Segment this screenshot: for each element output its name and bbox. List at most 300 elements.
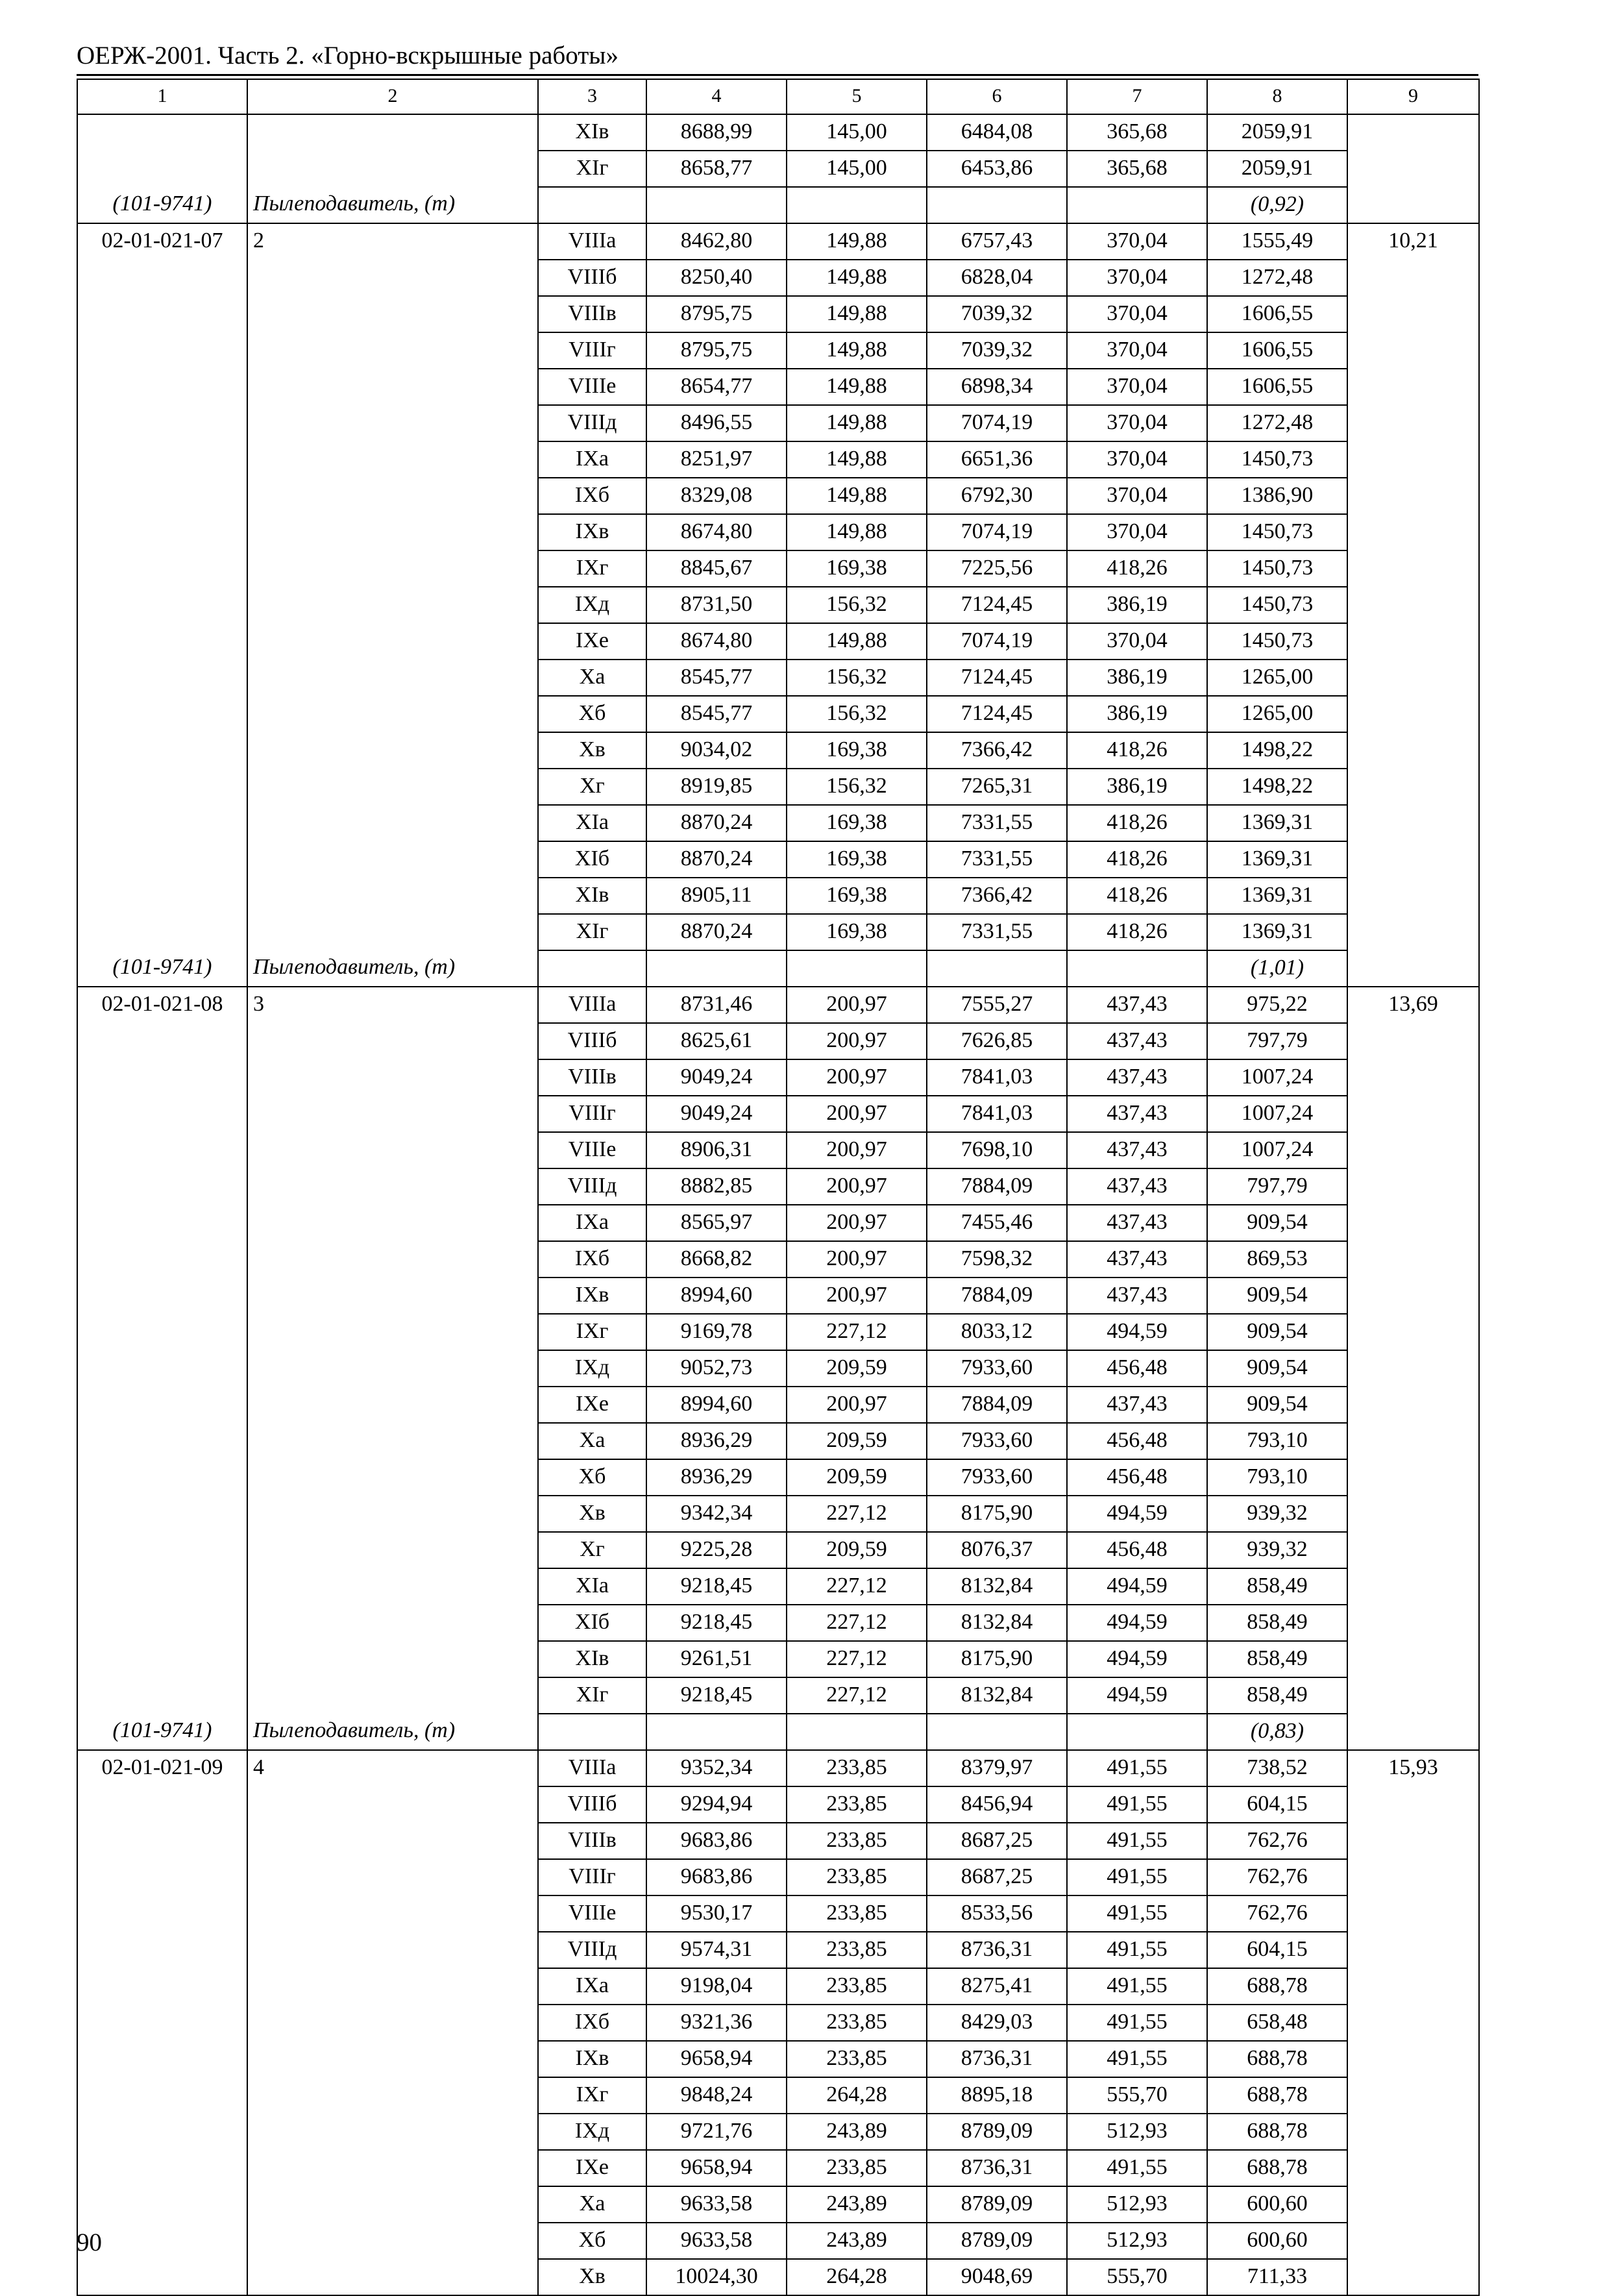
col6-value: 7884,09 — [927, 1278, 1067, 1314]
col5-value: 233,85 — [787, 1895, 927, 1932]
table-row — [77, 1641, 1479, 1677]
col8-value: 1265,00 — [1207, 660, 1347, 696]
col9-value — [1347, 1423, 1479, 1459]
rate-code: 02-01-021-09 — [77, 1750, 247, 1786]
col8-value: 711,33 — [1207, 2259, 1347, 2295]
rate-code — [77, 332, 247, 369]
column-number: 4 — [646, 79, 787, 114]
col4-value: 8919,85 — [646, 769, 787, 805]
empty-cell — [1067, 950, 1207, 987]
category-cell: IXд — [538, 1350, 646, 1387]
rate-name — [247, 769, 538, 805]
col7-value: 456,48 — [1067, 1532, 1207, 1568]
col6-value: 7933,60 — [927, 1423, 1067, 1459]
column-number: 9 — [1347, 79, 1479, 114]
col4-value: 9352,34 — [646, 1750, 787, 1786]
category-cell: VIIIе — [538, 1895, 646, 1932]
rate-name: 4 — [247, 1750, 538, 1786]
col7-value: 418,26 — [1067, 550, 1207, 587]
empty-cell — [646, 1714, 787, 1750]
category-cell: Xа — [538, 2186, 646, 2223]
col7-value: 491,55 — [1067, 1968, 1207, 2005]
col5-value: 169,38 — [787, 732, 927, 769]
col4-value: 8688,99 — [646, 114, 787, 151]
table-row — [77, 514, 1479, 550]
col5-value: 243,89 — [787, 2186, 927, 2223]
rate-name — [247, 1241, 538, 1278]
col5-value: 156,32 — [787, 587, 927, 623]
resource-name: Пылеподавитель, (т) — [247, 187, 538, 223]
col5-value: 169,38 — [787, 805, 927, 841]
resource-value: (0,92) — [1207, 187, 1347, 223]
col6-value: 7124,45 — [927, 660, 1067, 696]
category-cell: IXд — [538, 587, 646, 623]
col6-value: 8687,25 — [927, 1823, 1067, 1859]
col5-value: 233,85 — [787, 2041, 927, 2077]
col8-value: 1386,90 — [1207, 478, 1347, 514]
col5-value: 209,59 — [787, 1423, 927, 1459]
col7-value: 365,68 — [1067, 114, 1207, 151]
col8-value: 909,54 — [1207, 1387, 1347, 1423]
col9-value — [1347, 769, 1479, 805]
col9-value — [1347, 1605, 1479, 1641]
col4-value: 9633,58 — [646, 2186, 787, 2223]
rate-name — [247, 514, 538, 550]
category-cell: IXа — [538, 1205, 646, 1241]
col5-value: 200,97 — [787, 1023, 927, 1059]
category-cell: VIIIе — [538, 369, 646, 405]
rate-name — [247, 1132, 538, 1168]
col9-value — [1347, 1786, 1479, 1823]
col8-value: 1272,48 — [1207, 260, 1347, 296]
rate-name — [247, 1059, 538, 1096]
table-row — [77, 2223, 1479, 2259]
rate-code — [77, 2223, 247, 2259]
col7-value: 418,26 — [1067, 914, 1207, 950]
col9-value — [1347, 550, 1479, 587]
col5-value: 233,85 — [787, 2150, 927, 2186]
col5-value: 233,85 — [787, 1823, 927, 1859]
rate-code — [77, 2186, 247, 2223]
rate-code — [77, 441, 247, 478]
col8-value: 1555,49 — [1207, 223, 1347, 260]
table-row — [77, 1532, 1479, 1568]
table-row — [77, 2114, 1479, 2150]
col4-value: 9321,36 — [646, 2005, 787, 2041]
rate-code — [77, 878, 247, 914]
rate-name — [247, 696, 538, 732]
col6-value: 7555,27 — [927, 987, 1067, 1023]
resource-code: (101-9741) — [77, 187, 247, 223]
rate-code — [77, 1314, 247, 1350]
col9-value — [1347, 623, 1479, 660]
rate-name — [247, 478, 538, 514]
rate-code — [77, 587, 247, 623]
col7-value: 437,43 — [1067, 1168, 1207, 1205]
col8-value: 1450,73 — [1207, 441, 1347, 478]
col9-value — [1347, 260, 1479, 296]
col8-value: 1498,22 — [1207, 769, 1347, 805]
table-row — [77, 1350, 1479, 1387]
col9-value — [1347, 1496, 1479, 1532]
col4-value: 8936,29 — [646, 1423, 787, 1459]
col4-value: 8674,80 — [646, 623, 787, 660]
table-row — [77, 1241, 1479, 1278]
rate-code — [77, 1968, 247, 2005]
rate-name — [247, 1205, 538, 1241]
col7-value: 386,19 — [1067, 696, 1207, 732]
table-row — [77, 1859, 1479, 1895]
col8-value: 858,49 — [1207, 1677, 1347, 1714]
table-row — [77, 369, 1479, 405]
col4-value: 9294,94 — [646, 1786, 787, 1823]
col7-value: 491,55 — [1067, 2150, 1207, 2186]
col6-value: 7626,85 — [927, 1023, 1067, 1059]
rate-code — [77, 1241, 247, 1278]
category-cell: Xб — [538, 2223, 646, 2259]
col7-value: 386,19 — [1067, 660, 1207, 696]
rate-name: 2 — [247, 223, 538, 260]
col6-value: 8175,90 — [927, 1496, 1067, 1532]
rates-table — [77, 79, 1480, 2296]
rate-code — [77, 1532, 247, 1568]
col6-value: 6651,36 — [927, 441, 1067, 478]
col4-value: 8329,08 — [646, 478, 787, 514]
col7-value: 437,43 — [1067, 1059, 1207, 1096]
col8-value: 688,78 — [1207, 2150, 1347, 2186]
table-row — [77, 1205, 1479, 1241]
category-cell: VIIIв — [538, 296, 646, 332]
col6-value: 7698,10 — [927, 1132, 1067, 1168]
category-cell: Xа — [538, 1423, 646, 1459]
col9-value — [1347, 2150, 1479, 2186]
col7-value: 370,04 — [1067, 623, 1207, 660]
col9-value — [1347, 805, 1479, 841]
col9-value — [1347, 696, 1479, 732]
col5-value: 227,12 — [787, 1677, 927, 1714]
col4-value: 8731,50 — [646, 587, 787, 623]
category-cell: IXв — [538, 1278, 646, 1314]
table-row — [77, 2077, 1479, 2114]
col5-value: 209,59 — [787, 1459, 927, 1496]
col7-value: 494,59 — [1067, 1496, 1207, 1532]
col4-value: 8994,60 — [646, 1278, 787, 1314]
col4-value: 9049,24 — [646, 1059, 787, 1096]
table-row — [77, 1786, 1479, 1823]
col9-value — [1347, 296, 1479, 332]
rate-name — [247, 441, 538, 478]
table-row — [77, 1496, 1479, 1532]
category-cell: Xг — [538, 769, 646, 805]
category-cell: XIв — [538, 1641, 646, 1677]
rate-code — [77, 514, 247, 550]
column-number: 8 — [1207, 79, 1347, 114]
table-row — [77, 1750, 1479, 1786]
col5-value: 169,38 — [787, 550, 927, 587]
col4-value: 9530,17 — [646, 1895, 787, 1932]
col4-value: 9848,24 — [646, 2077, 787, 2114]
table-row — [77, 623, 1479, 660]
col6-value: 7366,42 — [927, 732, 1067, 769]
rate-name — [247, 841, 538, 878]
col4-value: 8795,75 — [646, 296, 787, 332]
col8-value: 1369,31 — [1207, 878, 1347, 914]
col8-value: 1007,24 — [1207, 1096, 1347, 1132]
col9-value — [1347, 1350, 1479, 1387]
category-cell: VIIIа — [538, 987, 646, 1023]
rate-name — [247, 260, 538, 296]
col4-value: 8654,77 — [646, 369, 787, 405]
rate-name — [247, 1932, 538, 1968]
col6-value: 7933,60 — [927, 1350, 1067, 1387]
col9-value — [1347, 1859, 1479, 1895]
category-cell: Xб — [538, 696, 646, 732]
col7-value: 494,59 — [1067, 1605, 1207, 1641]
col4-value: 8496,55 — [646, 405, 787, 441]
col4-value: 8545,77 — [646, 660, 787, 696]
col9-value: 10,21 — [1347, 223, 1479, 260]
col4-value: 8668,82 — [646, 1241, 787, 1278]
empty-cell — [927, 950, 1067, 987]
col8-value: 762,76 — [1207, 1859, 1347, 1895]
category-cell: IXв — [538, 2041, 646, 2077]
table-row — [77, 296, 1479, 332]
category-cell: IXб — [538, 478, 646, 514]
col5-value: 227,12 — [787, 1314, 927, 1350]
category-cell: XIа — [538, 1568, 646, 1605]
rate-code — [77, 550, 247, 587]
col6-value: 7366,42 — [927, 878, 1067, 914]
resource-name: Пылеподавитель, (т) — [247, 1714, 538, 1750]
col6-value: 6757,43 — [927, 223, 1067, 260]
rate-code — [77, 369, 247, 405]
category-cell: IXе — [538, 1387, 646, 1423]
col7-value: 437,43 — [1067, 987, 1207, 1023]
col4-value: 8462,80 — [646, 223, 787, 260]
col6-value: 7124,45 — [927, 587, 1067, 623]
col7-value: 370,04 — [1067, 223, 1207, 260]
col8-value: 600,60 — [1207, 2223, 1347, 2259]
col8-value: 1450,73 — [1207, 550, 1347, 587]
category-cell: XIв — [538, 878, 646, 914]
col8-value: 600,60 — [1207, 2186, 1347, 2223]
rate-name — [247, 660, 538, 696]
rate-code — [77, 1786, 247, 1823]
col4-value: 9658,94 — [646, 2041, 787, 2077]
rate-name — [247, 2114, 538, 2150]
col9-value — [1347, 1278, 1479, 1314]
col5-value: 149,88 — [787, 478, 927, 514]
col4-value: 9683,86 — [646, 1823, 787, 1859]
col9-value — [1347, 1096, 1479, 1132]
rate-name — [247, 296, 538, 332]
col8-value: 604,15 — [1207, 1932, 1347, 1968]
table-row — [77, 1168, 1479, 1205]
col4-value: 9225,28 — [646, 1532, 787, 1568]
table-row — [77, 1023, 1479, 1059]
col6-value: 7331,55 — [927, 841, 1067, 878]
col5-value: 264,28 — [787, 2259, 927, 2295]
rate-name — [247, 732, 538, 769]
col7-value: 437,43 — [1067, 1096, 1207, 1132]
col4-value: 9218,45 — [646, 1568, 787, 1605]
table-row — [77, 1932, 1479, 1968]
col9-value — [1347, 841, 1479, 878]
empty-cell — [538, 187, 646, 223]
table-row — [77, 550, 1479, 587]
col5-value: 233,85 — [787, 1932, 927, 1968]
col5-value: 264,28 — [787, 2077, 927, 2114]
col6-value: 8687,25 — [927, 1859, 1067, 1895]
rate-name — [247, 1387, 538, 1423]
category-cell: VIIIб — [538, 260, 646, 296]
col9-value — [1347, 405, 1479, 441]
category-cell: XIг — [538, 151, 646, 187]
col9-value — [1347, 2005, 1479, 2041]
col6-value: 6792,30 — [927, 478, 1067, 514]
col7-value: 494,59 — [1067, 1677, 1207, 1714]
col5-value: 209,59 — [787, 1350, 927, 1387]
col8-value: 658,48 — [1207, 2005, 1347, 2041]
col5-value: 233,85 — [787, 1786, 927, 1823]
empty-cell — [927, 1714, 1067, 1750]
col7-value: 437,43 — [1067, 1205, 1207, 1241]
col9-value — [1347, 2041, 1479, 2077]
category-cell: VIIIа — [538, 223, 646, 260]
col9-value — [1347, 1677, 1479, 1714]
col9-value — [1347, 2077, 1479, 2114]
rate-code — [77, 151, 247, 187]
col9-value — [1347, 478, 1479, 514]
col8-value: 909,54 — [1207, 1205, 1347, 1241]
rate-name — [247, 1023, 538, 1059]
col8-value: 1007,24 — [1207, 1059, 1347, 1096]
col7-value: 370,04 — [1067, 441, 1207, 478]
col9-value — [1347, 2186, 1479, 2223]
empty-cell — [1347, 187, 1479, 223]
rate-code — [77, 2041, 247, 2077]
col6-value: 7331,55 — [927, 805, 1067, 841]
col4-value: 9658,94 — [646, 2150, 787, 2186]
col5-value: 200,97 — [787, 1168, 927, 1205]
col5-value: 227,12 — [787, 1496, 927, 1532]
rate-code — [77, 1859, 247, 1895]
col4-value: 9633,58 — [646, 2223, 787, 2259]
col5-value: 243,89 — [787, 2223, 927, 2259]
col5-value: 200,97 — [787, 1241, 927, 1278]
table-row — [77, 914, 1479, 950]
rate-code — [77, 1423, 247, 1459]
col6-value: 7598,32 — [927, 1241, 1067, 1278]
col5-value: 149,88 — [787, 223, 927, 260]
col5-value: 243,89 — [787, 2114, 927, 2150]
col9-value — [1347, 151, 1479, 187]
col8-value: 2059,91 — [1207, 151, 1347, 187]
col5-value: 169,38 — [787, 914, 927, 950]
col9-value — [1347, 878, 1479, 914]
col7-value: 370,04 — [1067, 369, 1207, 405]
col7-value: 418,26 — [1067, 841, 1207, 878]
rate-name: 3 — [247, 987, 538, 1023]
category-cell: XIв — [538, 114, 646, 151]
rate-name — [247, 1786, 538, 1823]
col9-value — [1347, 1932, 1479, 1968]
col7-value: 370,04 — [1067, 260, 1207, 296]
col5-value: 200,97 — [787, 1387, 927, 1423]
column-number-row — [77, 79, 1479, 114]
col7-value: 418,26 — [1067, 805, 1207, 841]
table-row — [77, 441, 1479, 478]
col7-value: 555,70 — [1067, 2259, 1207, 2295]
resource-row — [77, 187, 1479, 223]
col4-value: 8251,97 — [646, 441, 787, 478]
col5-value: 233,85 — [787, 2005, 927, 2041]
category-cell: VIIIг — [538, 332, 646, 369]
col6-value: 7841,03 — [927, 1096, 1067, 1132]
col8-value: 858,49 — [1207, 1605, 1347, 1641]
col9-value — [1347, 441, 1479, 478]
rate-name — [247, 2259, 538, 2295]
col8-value: 688,78 — [1207, 2077, 1347, 2114]
col9-value — [1347, 1168, 1479, 1205]
column-number: 6 — [927, 79, 1067, 114]
empty-cell — [787, 1714, 927, 1750]
rate-name — [247, 332, 538, 369]
rate-name — [247, 369, 538, 405]
page-number: 90 — [77, 2228, 102, 2256]
table-row — [77, 805, 1479, 841]
rate-name — [247, 1605, 538, 1641]
col7-value: 437,43 — [1067, 1278, 1207, 1314]
col9-value — [1347, 1532, 1479, 1568]
empty-cell — [787, 187, 927, 223]
col5-value: 233,85 — [787, 1750, 927, 1786]
empty-cell — [787, 950, 927, 987]
rate-name — [247, 2077, 538, 2114]
rate-code — [77, 1350, 247, 1387]
col7-value: 386,19 — [1067, 587, 1207, 623]
rate-name — [247, 1532, 538, 1568]
table-row — [77, 660, 1479, 696]
column-number: 2 — [247, 79, 538, 114]
col7-value: 386,19 — [1067, 769, 1207, 805]
col6-value: 8132,84 — [927, 1677, 1067, 1714]
rate-code — [77, 2259, 247, 2295]
rate-code — [77, 1677, 247, 1714]
col7-value: 491,55 — [1067, 1786, 1207, 1823]
col9-value — [1347, 914, 1479, 950]
col5-value: 149,88 — [787, 369, 927, 405]
rate-code: 02-01-021-07 — [77, 223, 247, 260]
col5-value: 200,97 — [787, 1278, 927, 1314]
col4-value: 8795,75 — [646, 332, 787, 369]
rate-name — [247, 1568, 538, 1605]
col8-value: 1450,73 — [1207, 623, 1347, 660]
col8-value: 688,78 — [1207, 2114, 1347, 2150]
column-number: 1 — [77, 79, 247, 114]
col4-value: 8845,67 — [646, 550, 787, 587]
category-cell: XIа — [538, 805, 646, 841]
rate-code — [77, 1641, 247, 1677]
rate-code — [77, 1605, 247, 1641]
rate-name — [247, 2186, 538, 2223]
col8-value: 797,79 — [1207, 1023, 1347, 1059]
rate-code — [77, 1568, 247, 1605]
col7-value: 370,04 — [1067, 405, 1207, 441]
col7-value: 437,43 — [1067, 1132, 1207, 1168]
column-number: 3 — [538, 79, 646, 114]
category-cell: IXг — [538, 2077, 646, 2114]
